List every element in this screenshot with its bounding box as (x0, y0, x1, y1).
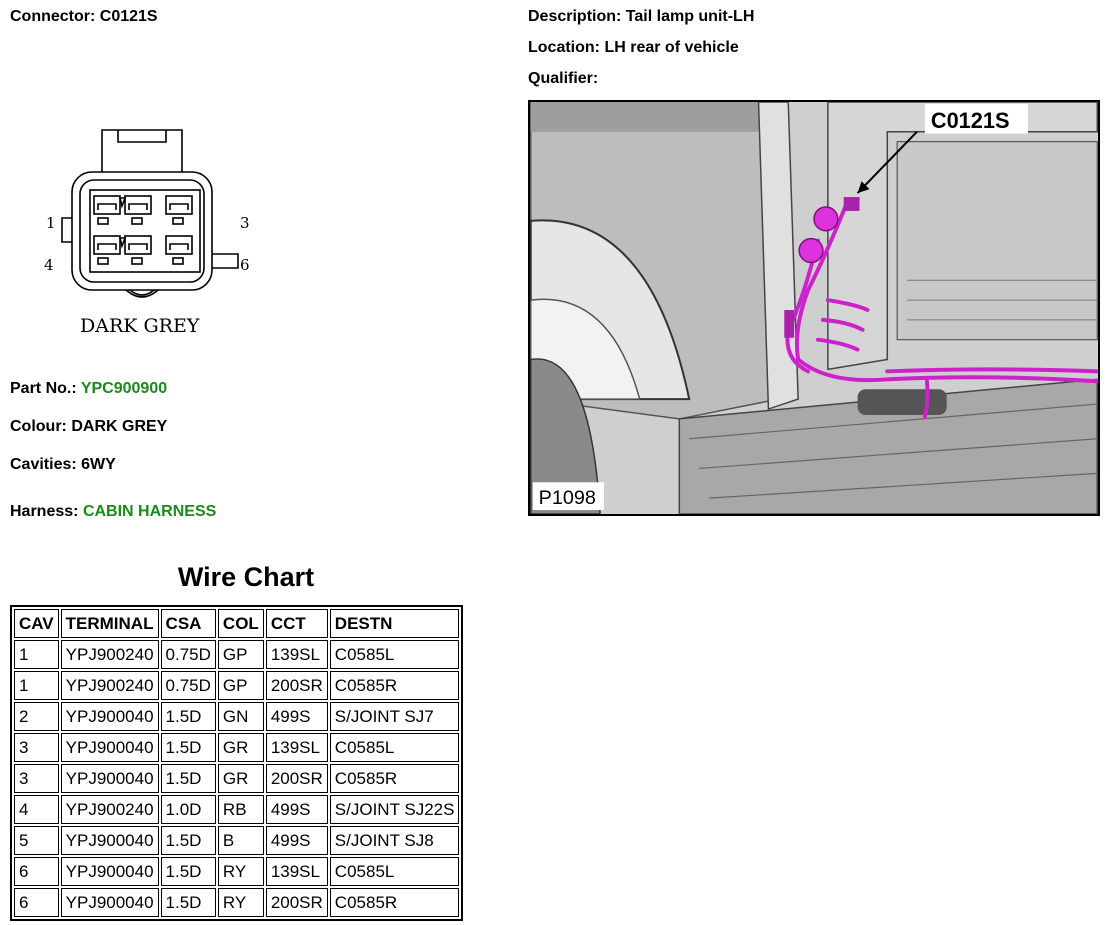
cell-terminal: YPJ900040 (61, 888, 159, 917)
location-value: LH rear of vehicle (604, 39, 739, 56)
cell-cct: 200SR (266, 888, 328, 917)
part-no-label: Part No.: (10, 380, 77, 397)
cell-col: RB (218, 795, 264, 824)
wire-chart-table (10, 605, 463, 921)
callout-label: C0121S (930, 107, 1010, 133)
connector-label: Connector: (10, 8, 96, 25)
col-header-col: COL (218, 609, 264, 638)
photo-ref-label: P1098 (538, 487, 596, 510)
cavities-field (10, 456, 116, 474)
cavities-label: Cavities: (10, 456, 77, 473)
cell-destn: S/JOINT SJ7 (330, 702, 460, 731)
diagram-colour-text: DARK GREY (80, 315, 200, 337)
wire-chart-body (14, 640, 459, 917)
table-row (14, 826, 459, 855)
cell-col: RY (218, 857, 264, 886)
cell-terminal: YPJ900240 (61, 640, 159, 669)
col-header-destn: DESTN (330, 609, 460, 638)
cell-terminal: YPJ900040 (61, 857, 159, 886)
connector-face-svg (40, 118, 260, 348)
cell-cct: 499S (266, 702, 328, 731)
location-label: Location: (528, 39, 600, 56)
col-header-cav: CAV (14, 609, 59, 638)
cell-cct: 139SL (266, 733, 328, 762)
qualifier-label: Qualifier: (528, 70, 599, 87)
col-header-terminal: TERMINAL (61, 609, 159, 638)
harness-field (10, 503, 216, 521)
cell-destn: C0585L (330, 733, 460, 762)
cell-col: GN (218, 702, 264, 731)
colour-value: DARK GREY (71, 418, 168, 435)
cell-cct: 139SL (266, 857, 328, 886)
col-header-cct: CCT (266, 609, 328, 638)
cell-csa: 1.5D (161, 888, 216, 917)
cell-terminal: YPJ900240 (61, 671, 159, 700)
connector-field (10, 8, 158, 26)
cell-destn: C0585R (330, 764, 460, 793)
cell-cav: 6 (14, 857, 59, 886)
cell-csa: 1.5D (161, 733, 216, 762)
pin-label-6: 6 (240, 256, 250, 274)
cell-cct: 200SR (266, 764, 328, 793)
table-row (14, 857, 459, 886)
pin-label-1: 1 (46, 214, 56, 232)
table-row (14, 888, 459, 917)
cell-csa: 1.5D (161, 764, 216, 793)
cell-destn: C0585L (330, 640, 460, 669)
cell-col: RY (218, 888, 264, 917)
description-value: Tail lamp unit-LH (625, 8, 755, 25)
cell-col: GR (218, 733, 264, 762)
cell-cav: 3 (14, 733, 59, 762)
cell-col: B (218, 826, 264, 855)
cell-cct: 200SR (266, 671, 328, 700)
cell-terminal: YPJ900040 (61, 764, 159, 793)
harness-label: Harness: (10, 503, 79, 520)
pin-label-4: 4 (44, 256, 54, 274)
cell-col: GP (218, 640, 264, 669)
cell-cav: 3 (14, 764, 59, 793)
harness-link[interactable]: CABIN HARNESS (82, 503, 217, 520)
table-row (14, 733, 459, 762)
cell-cav: 4 (14, 795, 59, 824)
cell-destn: S/JOINT SJ22S (330, 795, 460, 824)
col-header-csa: CSA (161, 609, 216, 638)
cell-csa: 1.0D (161, 795, 216, 824)
cell-cct: 139SL (266, 640, 328, 669)
table-row (14, 640, 459, 669)
cell-destn: S/JOINT SJ8 (330, 826, 460, 855)
cavities-value: 6WY (81, 456, 116, 473)
cell-terminal: YPJ900040 (61, 733, 159, 762)
colour-label: Colour: (10, 418, 67, 435)
cell-csa: 0.75D (161, 640, 216, 669)
part-no-link[interactable]: YPC900900 (80, 380, 168, 397)
table-header-row (14, 609, 459, 638)
part-no-field (10, 380, 167, 398)
cell-csa: 0.75D (161, 671, 216, 700)
location-image (528, 100, 1100, 516)
cell-terminal: YPJ900040 (61, 702, 159, 731)
location-illustration (530, 102, 1098, 514)
cell-destn: C0585R (330, 888, 460, 917)
description-label: Description: (528, 8, 622, 25)
connector-face-diagram (40, 118, 260, 348)
cell-destn: C0585R (330, 671, 460, 700)
cell-cav: 5 (14, 826, 59, 855)
cell-cav: 2 (14, 702, 59, 731)
table-row (14, 764, 459, 793)
table-row (14, 702, 459, 731)
cell-cct: 499S (266, 826, 328, 855)
location-field (528, 39, 739, 57)
cell-col: GP (218, 671, 264, 700)
cell-csa: 1.5D (161, 702, 216, 731)
cell-terminal: YPJ900240 (61, 795, 159, 824)
description-field (528, 8, 754, 26)
cell-cav: 6 (14, 888, 59, 917)
wire-chart-title: Wire Chart (177, 562, 315, 592)
cell-cct: 499S (266, 795, 328, 824)
connector-value: C0121S (99, 8, 158, 25)
cell-destn: C0585L (330, 857, 460, 886)
cell-terminal: YPJ900040 (61, 826, 159, 855)
qualifier-field (528, 70, 598, 88)
cell-csa: 1.5D (161, 857, 216, 886)
cell-csa: 1.5D (161, 826, 216, 855)
pin-label-3: 3 (240, 214, 250, 232)
table-row (14, 671, 459, 700)
table-row (14, 795, 459, 824)
colour-field (10, 418, 167, 436)
cell-cav: 1 (14, 671, 59, 700)
cell-cav: 1 (14, 640, 59, 669)
cell-col: GR (218, 764, 264, 793)
